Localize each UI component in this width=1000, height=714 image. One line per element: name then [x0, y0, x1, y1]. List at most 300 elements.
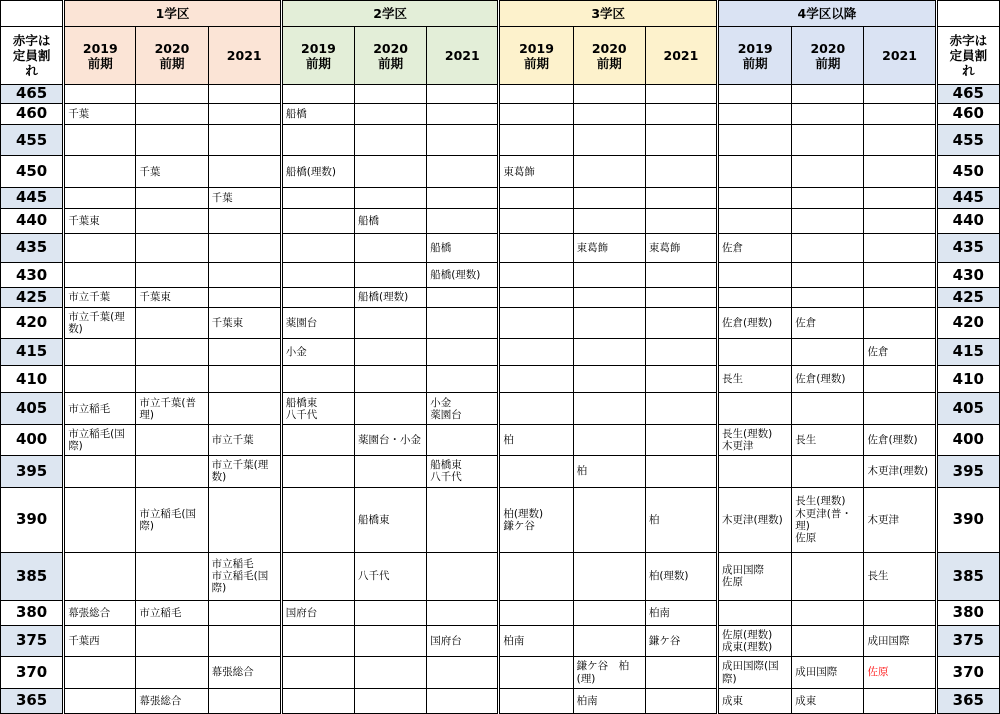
school-cell	[208, 233, 281, 262]
school-cell	[208, 156, 281, 187]
school-cell: 東葛飾	[573, 233, 645, 262]
score-cell-right: 445	[936, 187, 999, 208]
school-cell	[64, 85, 136, 104]
school-cell	[864, 600, 936, 625]
school-cell	[718, 263, 792, 288]
school-cell	[136, 233, 208, 262]
school-cell	[281, 187, 354, 208]
school-cell	[281, 657, 354, 688]
school-cell	[427, 85, 499, 104]
school-cell	[208, 85, 281, 104]
school-cell	[864, 156, 936, 187]
school-cell: 鎌ケ谷	[645, 625, 717, 656]
school-cell: 船橋(理数)	[355, 288, 427, 307]
year-header-row	[1, 27, 1000, 85]
table-row	[1, 424, 1000, 455]
school-cell	[427, 187, 499, 208]
school-cell	[64, 487, 136, 552]
school-cell: 長生	[718, 366, 792, 393]
school-cell	[355, 625, 427, 656]
table-row	[1, 657, 1000, 688]
table-row	[1, 125, 1000, 156]
school-cell	[136, 625, 208, 656]
score-cell-right: 375	[936, 625, 999, 656]
school-cell	[499, 600, 573, 625]
year-header: 2019 前期	[499, 27, 573, 85]
score-cell-right: 410	[936, 366, 999, 393]
school-cell: 薬園台	[281, 307, 354, 338]
school-cell: 船橋	[281, 104, 354, 125]
score-cell: 395	[1, 456, 64, 487]
score-cell: 445	[1, 187, 64, 208]
school-cell	[281, 552, 354, 600]
school-cell	[499, 187, 573, 208]
school-cell	[427, 288, 499, 307]
table-row	[1, 156, 1000, 187]
school-cell	[864, 187, 936, 208]
school-cell: 佐倉	[718, 233, 792, 262]
school-cell	[792, 288, 864, 307]
score-cell: 365	[1, 688, 64, 713]
school-cell	[718, 208, 792, 233]
year-header: 2019 前期	[281, 27, 354, 85]
group-header: 2学区	[281, 1, 499, 27]
school-cell	[208, 600, 281, 625]
score-cell-right: 450	[936, 156, 999, 187]
school-cell	[355, 233, 427, 262]
score-cell: 465	[1, 85, 64, 104]
school-cell	[64, 125, 136, 156]
school-cell: 船橋東 八千代	[427, 456, 499, 487]
school-cell	[355, 688, 427, 713]
school-cell	[427, 208, 499, 233]
table-row	[1, 233, 1000, 262]
school-cell	[136, 424, 208, 455]
school-cell	[136, 263, 208, 288]
school-cell: 市立稲毛 市立稲毛(国 際)	[208, 552, 281, 600]
year-header: 2021	[208, 27, 281, 85]
school-cell	[208, 393, 281, 424]
school-cell	[208, 688, 281, 713]
school-cell: 柏南	[499, 625, 573, 656]
school-cell	[499, 552, 573, 600]
school-cell	[208, 104, 281, 125]
school-cell	[864, 288, 936, 307]
score-cell: 430	[1, 263, 64, 288]
school-cell	[355, 338, 427, 365]
school-cell: 木更津(理数)	[864, 456, 936, 487]
group-header-row	[1, 1, 1000, 27]
school-cell	[499, 288, 573, 307]
table-row	[1, 456, 1000, 487]
school-cell: 幕張総合	[64, 600, 136, 625]
school-cell: 市立千葉	[208, 424, 281, 455]
school-cell	[718, 187, 792, 208]
year-header: 2019 前期	[718, 27, 792, 85]
school-cell	[427, 600, 499, 625]
table-row	[1, 393, 1000, 424]
school-cell	[427, 156, 499, 187]
school-cell	[645, 688, 717, 713]
school-cell: 木更津	[864, 487, 936, 552]
group-header: 3学区	[499, 1, 718, 27]
school-cell	[136, 125, 208, 156]
school-cell	[645, 125, 717, 156]
school-cell	[281, 366, 354, 393]
table-row	[1, 366, 1000, 393]
school-cell: 市立千葉(理 数)	[208, 456, 281, 487]
school-cell: 柏(理数)	[645, 552, 717, 600]
school-cell	[718, 456, 792, 487]
school-cell	[718, 104, 792, 125]
school-cell: 鎌ケ谷 柏 (理)	[573, 657, 645, 688]
school-cell: 柏(理数) 鎌ケ谷	[499, 487, 573, 552]
school-cell: 東葛飾	[499, 156, 573, 187]
school-cell: 市立稲毛	[136, 600, 208, 625]
school-cell	[864, 85, 936, 104]
school-cell	[208, 366, 281, 393]
school-cell: 千葉東	[64, 208, 136, 233]
school-cell	[864, 208, 936, 233]
school-cell	[645, 424, 717, 455]
school-cell	[718, 125, 792, 156]
table-row	[1, 187, 1000, 208]
school-cell: 千葉西	[64, 625, 136, 656]
school-cell	[208, 125, 281, 156]
school-cell	[573, 338, 645, 365]
score-cell-right: 385	[936, 552, 999, 600]
school-cell	[355, 307, 427, 338]
school-cell	[573, 187, 645, 208]
school-cell	[573, 307, 645, 338]
table-row	[1, 263, 1000, 288]
school-cell: 成東	[718, 688, 792, 713]
school-cell	[499, 688, 573, 713]
school-cell	[864, 393, 936, 424]
school-cell	[573, 85, 645, 104]
school-cell	[136, 85, 208, 104]
year-header: 2020 前期	[573, 27, 645, 85]
school-cell	[64, 552, 136, 600]
school-cell	[573, 424, 645, 455]
school-cell	[645, 104, 717, 125]
school-cell	[573, 156, 645, 187]
school-cell	[355, 456, 427, 487]
school-cell: 佐原	[864, 657, 936, 688]
school-cell	[208, 288, 281, 307]
school-cell	[136, 552, 208, 600]
school-cell	[792, 600, 864, 625]
school-cell: 市立稲毛(国 際)	[64, 424, 136, 455]
school-cell	[136, 187, 208, 208]
school-cell: 船橋	[427, 233, 499, 262]
school-cell	[208, 338, 281, 365]
school-cell	[645, 208, 717, 233]
school-cell	[355, 125, 427, 156]
school-cell	[355, 393, 427, 424]
school-cell	[718, 393, 792, 424]
score-cell-right: 390	[936, 487, 999, 552]
school-cell	[281, 288, 354, 307]
school-cell: 佐倉	[864, 338, 936, 365]
school-cell: 八千代	[355, 552, 427, 600]
school-cell	[208, 263, 281, 288]
school-cell	[355, 156, 427, 187]
table-row	[1, 104, 1000, 125]
score-cell: 460	[1, 104, 64, 125]
school-cell	[281, 625, 354, 656]
school-cell	[864, 366, 936, 393]
school-cell	[136, 657, 208, 688]
school-cell	[355, 657, 427, 688]
school-cell	[573, 625, 645, 656]
school-cell	[792, 208, 864, 233]
school-cell	[427, 307, 499, 338]
school-cell: 船橋東	[355, 487, 427, 552]
score-cell: 385	[1, 552, 64, 600]
score-cell-right: 430	[936, 263, 999, 288]
score-cell-right: 370	[936, 657, 999, 688]
school-cell	[573, 393, 645, 424]
school-cell	[136, 208, 208, 233]
year-header: 2021	[427, 27, 499, 85]
school-cell	[864, 263, 936, 288]
school-cell	[573, 288, 645, 307]
school-cell	[281, 85, 354, 104]
corner-cell	[1, 1, 64, 27]
school-cell	[792, 125, 864, 156]
school-cell: 佐倉(理数)	[864, 424, 936, 455]
school-cell: 国府台	[281, 600, 354, 625]
school-cell: 長生	[864, 552, 936, 600]
group-header: 4学区以降	[718, 1, 937, 27]
school-cell	[355, 263, 427, 288]
school-cell	[573, 552, 645, 600]
school-cell: 成田国際	[864, 625, 936, 656]
school-cell	[427, 424, 499, 455]
school-cell: 柏	[573, 456, 645, 487]
score-cell-right: 395	[936, 456, 999, 487]
school-cell	[355, 104, 427, 125]
school-cell	[499, 104, 573, 125]
school-cell	[136, 307, 208, 338]
school-cell	[281, 487, 354, 552]
school-cell: 佐倉(理数)	[718, 307, 792, 338]
school-cell	[645, 366, 717, 393]
school-cell	[645, 187, 717, 208]
school-cell	[499, 85, 573, 104]
school-cell: 幕張総合	[208, 657, 281, 688]
score-cell-right: 425	[936, 288, 999, 307]
school-cell	[136, 456, 208, 487]
score-cell-right: 465	[936, 85, 999, 104]
school-cell: 柏南	[645, 600, 717, 625]
school-cell: 木更津(理数)	[718, 487, 792, 552]
score-cell: 400	[1, 424, 64, 455]
year-header: 2020 前期	[136, 27, 208, 85]
school-cell	[718, 156, 792, 187]
group-header: 1学区	[64, 1, 282, 27]
school-cell	[792, 156, 864, 187]
score-cell: 415	[1, 338, 64, 365]
school-cell	[281, 125, 354, 156]
school-cell	[645, 85, 717, 104]
school-cell	[281, 424, 354, 455]
school-cell	[355, 187, 427, 208]
year-header: 2021	[645, 27, 717, 85]
table-row	[1, 487, 1000, 552]
table-row	[1, 688, 1000, 713]
school-cell: 幕張総合	[136, 688, 208, 713]
school-cell: 成東	[792, 688, 864, 713]
school-cell	[499, 657, 573, 688]
school-cell: 柏	[499, 424, 573, 455]
school-cell	[645, 338, 717, 365]
school-cell	[864, 125, 936, 156]
score-cell: 370	[1, 657, 64, 688]
school-cell	[499, 393, 573, 424]
school-cell	[499, 307, 573, 338]
side-header-left: 赤字は 定員割 れ	[1, 27, 64, 85]
school-cell: 成田国際	[792, 657, 864, 688]
score-cell-right: 440	[936, 208, 999, 233]
school-cell	[645, 456, 717, 487]
score-cell: 440	[1, 208, 64, 233]
score-cell: 380	[1, 600, 64, 625]
school-cell: 佐原(理数) 成東(理数)	[718, 625, 792, 656]
score-cell: 435	[1, 233, 64, 262]
score-cell-right: 420	[936, 307, 999, 338]
school-cell: 長生	[792, 424, 864, 455]
school-cell	[792, 625, 864, 656]
school-cell	[281, 456, 354, 487]
score-cell: 405	[1, 393, 64, 424]
school-cell	[64, 233, 136, 262]
school-cell: 船橋東 八千代	[281, 393, 354, 424]
school-cell: 千葉	[136, 156, 208, 187]
school-cell	[64, 688, 136, 713]
table-row	[1, 600, 1000, 625]
school-cell	[792, 338, 864, 365]
score-cell: 420	[1, 307, 64, 338]
school-cell: 柏	[645, 487, 717, 552]
school-cell	[573, 104, 645, 125]
school-cell: 千葉	[208, 187, 281, 208]
school-cell	[792, 552, 864, 600]
school-cell: 船橋	[355, 208, 427, 233]
table-row	[1, 625, 1000, 656]
score-cell-right: 460	[936, 104, 999, 125]
school-cell: 市立千葉(理 数)	[64, 307, 136, 338]
school-cell: 市立千葉(普 理)	[136, 393, 208, 424]
school-cell	[792, 456, 864, 487]
score-cell: 410	[1, 366, 64, 393]
school-cell: 東葛飾	[645, 233, 717, 262]
school-cell: 船橋(理数)	[427, 263, 499, 288]
school-cell	[281, 233, 354, 262]
school-cell: 成田国際(国 際)	[718, 657, 792, 688]
score-cell-right: 415	[936, 338, 999, 365]
year-header: 2019 前期	[64, 27, 136, 85]
score-cell-right: 380	[936, 600, 999, 625]
school-cell: 市立千葉	[64, 288, 136, 307]
school-cell	[355, 366, 427, 393]
school-cell	[573, 487, 645, 552]
school-cell	[64, 156, 136, 187]
school-cell: 国府台	[427, 625, 499, 656]
school-cell: 柏南	[573, 688, 645, 713]
school-cell	[573, 208, 645, 233]
school-cell	[792, 263, 864, 288]
school-cell	[136, 104, 208, 125]
school-cell	[645, 307, 717, 338]
table-row	[1, 307, 1000, 338]
school-cell	[499, 233, 573, 262]
school-cell: 長生(理数) 木更津(普・ 理) 佐原	[792, 487, 864, 552]
school-cell	[792, 104, 864, 125]
school-cell	[864, 233, 936, 262]
year-header: 2021	[864, 27, 936, 85]
school-cell	[427, 338, 499, 365]
school-cell: 市立稲毛	[64, 393, 136, 424]
score-cell: 450	[1, 156, 64, 187]
school-cell	[427, 688, 499, 713]
score-cell: 390	[1, 487, 64, 552]
corner-cell-right	[936, 1, 999, 27]
school-cell: 船橋(理数)	[281, 156, 354, 187]
school-cell	[427, 125, 499, 156]
school-cell	[136, 366, 208, 393]
school-cell	[645, 393, 717, 424]
score-cell-right: 435	[936, 233, 999, 262]
school-cell	[499, 366, 573, 393]
school-cell	[136, 338, 208, 365]
school-cell	[281, 688, 354, 713]
school-cell: 千葉東	[136, 288, 208, 307]
school-cell	[281, 263, 354, 288]
school-cell	[427, 657, 499, 688]
school-cell	[427, 552, 499, 600]
school-cell	[208, 625, 281, 656]
school-cell	[645, 156, 717, 187]
school-cell	[499, 208, 573, 233]
school-cell	[573, 125, 645, 156]
school-cell	[792, 85, 864, 104]
school-cell	[64, 456, 136, 487]
school-cell	[355, 85, 427, 104]
school-cell	[499, 338, 573, 365]
school-cell	[792, 187, 864, 208]
school-cell	[645, 263, 717, 288]
table-row	[1, 208, 1000, 233]
school-cell: 薬園台・小金	[355, 424, 427, 455]
school-cell	[718, 85, 792, 104]
school-cell: 小金 薬園台	[427, 393, 499, 424]
school-cell	[64, 187, 136, 208]
school-cell	[645, 657, 717, 688]
score-cell: 425	[1, 288, 64, 307]
school-cell: 千葉	[64, 104, 136, 125]
score-cell-right: 405	[936, 393, 999, 424]
school-cell	[645, 288, 717, 307]
school-cell	[281, 208, 354, 233]
school-cell	[573, 366, 645, 393]
school-cell	[573, 600, 645, 625]
score-cell-right: 400	[936, 424, 999, 455]
score-cell: 455	[1, 125, 64, 156]
school-cell	[64, 338, 136, 365]
school-cell	[499, 125, 573, 156]
